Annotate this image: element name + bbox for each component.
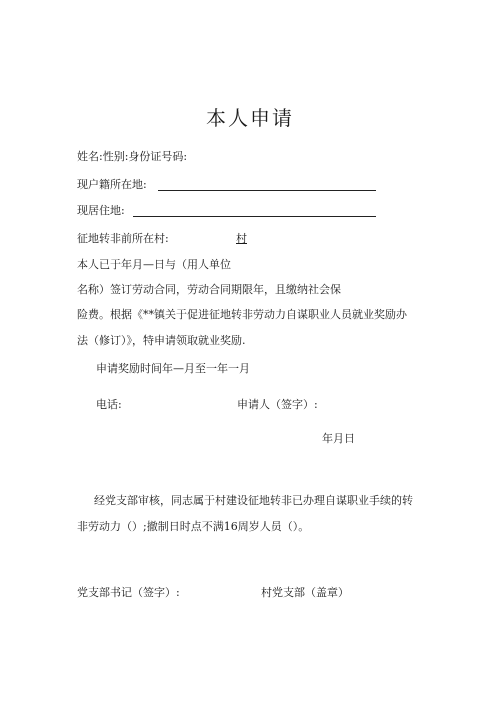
- residence-blank-line: [133, 216, 376, 217]
- hukou-blank-line: [158, 190, 376, 191]
- village-value: 村: [236, 232, 247, 245]
- body-line-1: 本人已于年月—日与（用人单位: [77, 258, 231, 271]
- secretary-signature-label: 党支部书记（签字）:: [77, 586, 180, 599]
- village-label: 征地转非前所在村:: [77, 232, 169, 245]
- residence-label: 现居住地:: [77, 204, 125, 217]
- phone-label: 电话:: [96, 398, 122, 411]
- verification-line-2: 非劳动力（）;撤制日时点不满16周岁人员（）。: [77, 520, 310, 533]
- applicant-signature-label: 申请人（签字）:: [237, 398, 318, 411]
- verification-line-1: 经党支部审核，同志属于村建设征地转非已办理自谋职业手续的转: [94, 494, 413, 507]
- party-branch-seal-label: 村党支部（盖章）: [261, 586, 349, 599]
- page-title: 本人申请: [206, 106, 294, 130]
- body-line-2: 名称）签订劳动合同，劳动合同期限年，且缴纳社会保: [77, 283, 341, 296]
- body-line-3: 险费。根据《**镇关于促进征地转非劳动力自谋职业人员就业奖励办: [77, 308, 407, 321]
- body-line-4: 法（修订）》，特申请领取就业奖励.: [77, 334, 246, 347]
- hukou-label: 现户籍所在地:: [77, 178, 147, 191]
- name-gender-id-line: 姓名:性别:身份证号码:: [77, 150, 188, 163]
- reward-period: 申请奖励时间年—月至一年一月: [96, 362, 250, 375]
- application-date: 年月日: [322, 432, 355, 445]
